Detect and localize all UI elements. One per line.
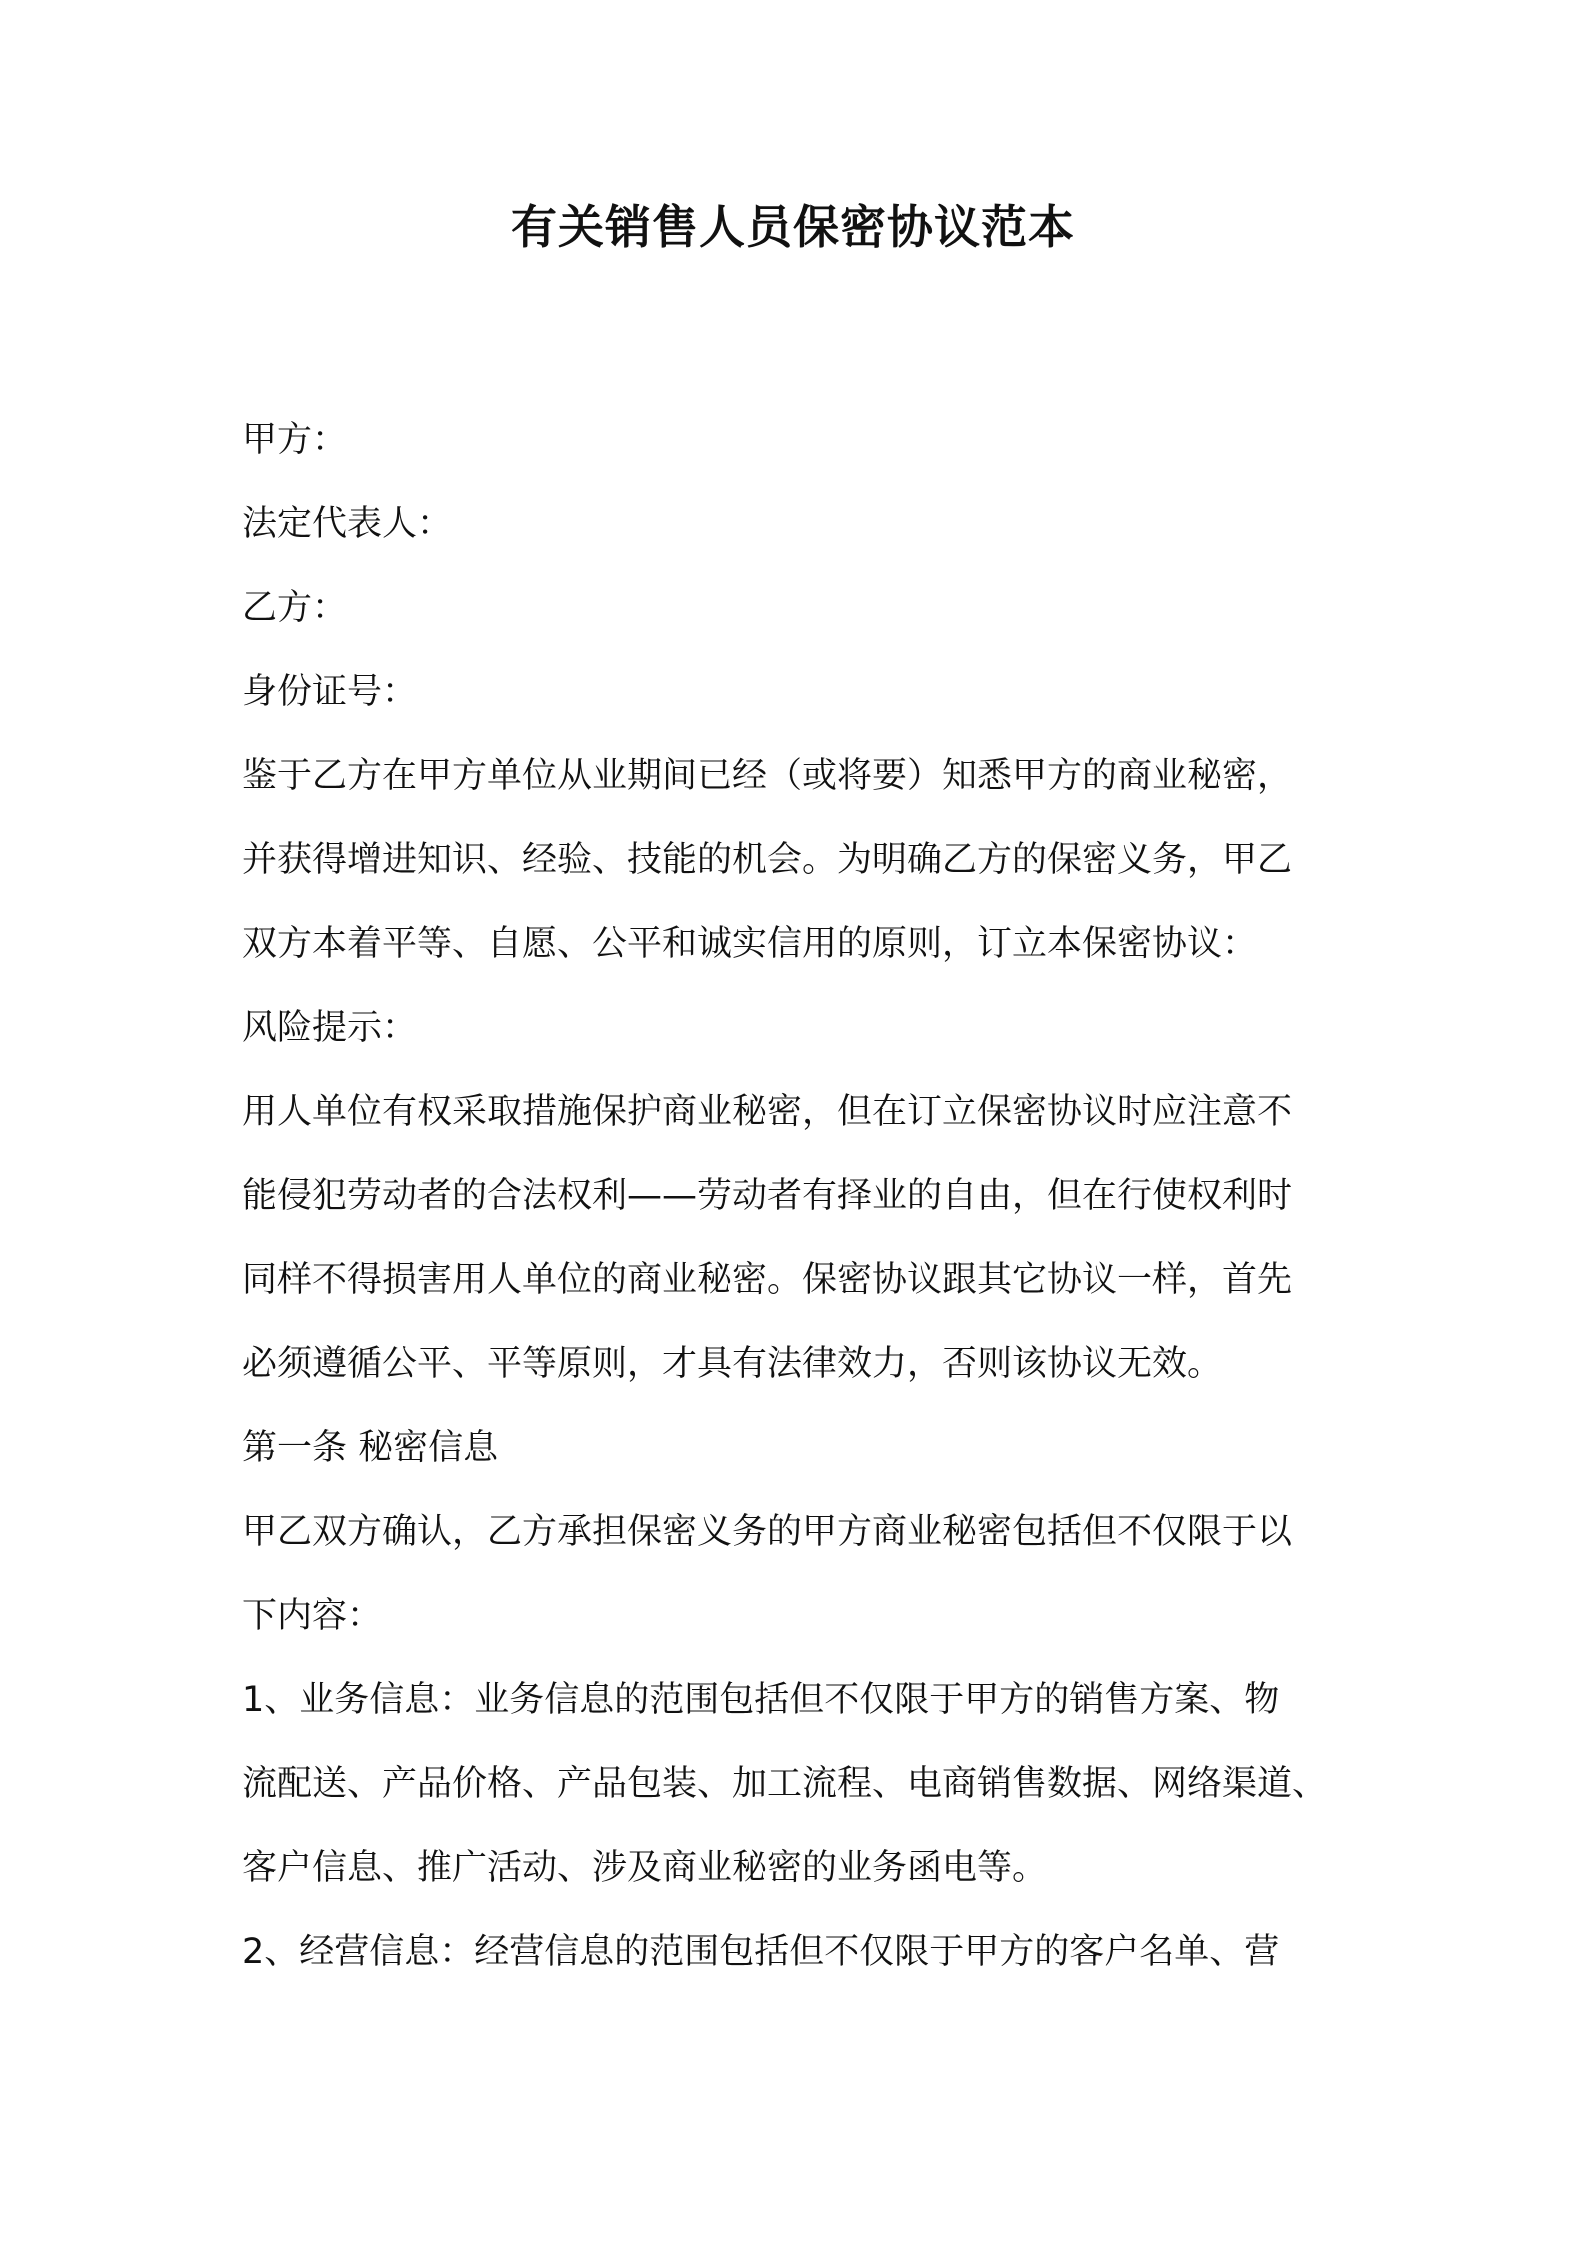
preamble-line-1: 鉴于乙方在甲方单位从业期间已经（或将要）知悉甲方的商业秘密， (242, 756, 1293, 796)
document-title: 有关销售人员保密协议范本 (511, 200, 1075, 254)
business-info-line-2: 流配送、产品价格、产品包装、加工流程、电商销售数据、网络渠道、 (242, 1764, 1328, 1804)
party-b-line: 乙方： (242, 588, 348, 628)
business-info-line-3: 客户信息、推广活动、涉及商业秘密的业务函电等。 (242, 1848, 1048, 1888)
risk-warning-heading: 风险提示： (242, 1008, 418, 1048)
legal-representative-line: 法定代表人： (242, 504, 453, 544)
preamble-line-3: 双方本着平等、自愿、公平和诚实信用的原则，订立本保密协议： (242, 924, 1258, 964)
document-body (242, 398, 1362, 1994)
business-info-line-1: 1、业务信息：业务信息的范围包括但不仅限于甲方的销售方案、物 (242, 1680, 1280, 1720)
id-number-line: 身份证号： (242, 672, 418, 712)
risk-warning-line-4: 必须遵循公平、平等原则，才具有法律效力，否则该协议无效。 (242, 1344, 1223, 1384)
article-1-line-2: 下内容： (242, 1596, 383, 1636)
risk-warning-line-1: 用人单位有权采取措施保护商业秘密，但在订立保密协议时应注意不 (242, 1092, 1293, 1132)
article-1-line-1: 甲乙双方确认，乙方承担保密义务的甲方商业秘密包括但不仅限于以 (242, 1512, 1293, 1552)
operating-info-line-1: 2、经营信息：经营信息的范围包括但不仅限于甲方的客户名单、营 (242, 1932, 1280, 1972)
preamble-line-2: 并获得增进知识、经验、技能的机会。为明确乙方的保密义务，甲乙 (242, 840, 1293, 880)
risk-warning-line-2: 能侵犯劳动者的合法权利——劳动者有择业的自由，但在行使权利时 (242, 1176, 1293, 1216)
article-1-heading: 第一条 秘密信息 (242, 1428, 499, 1468)
party-a-line: 甲方： (242, 420, 348, 460)
risk-warning-line-3: 同样不得损害用人单位的商业秘密。保密协议跟其它协议一样，首先 (242, 1260, 1293, 1300)
